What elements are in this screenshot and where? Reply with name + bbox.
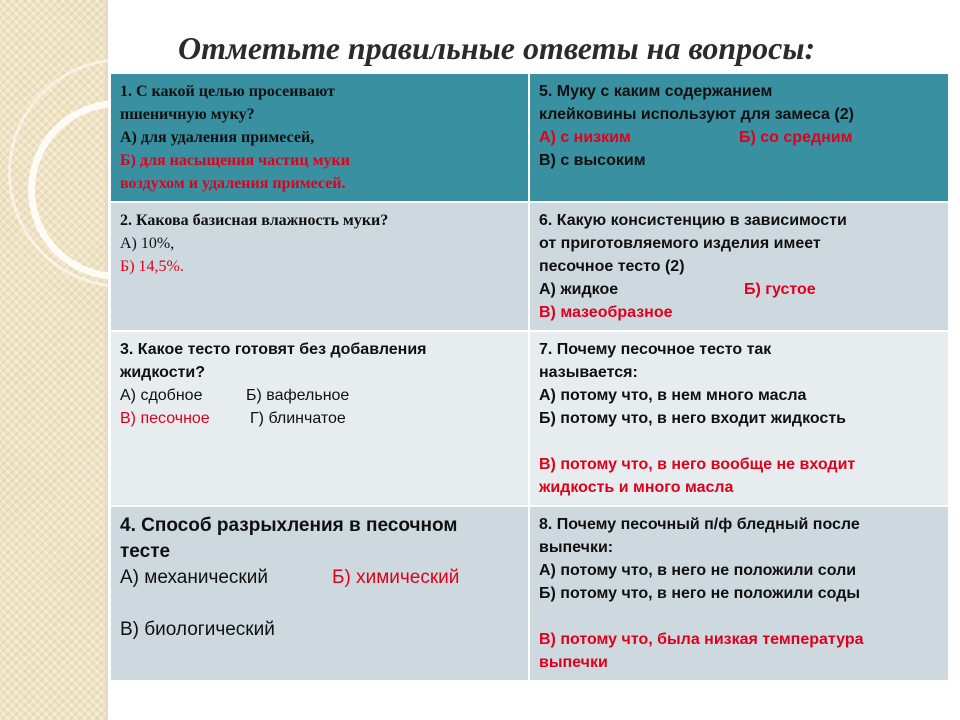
question-5-cell [529,73,949,202]
question-6-text-cont: от приготовляемого изделия имеет [539,235,821,252]
question-8-cell [529,506,949,681]
question-6-option-c[interactable]: В) мазеобразное [539,304,673,321]
question-1-text: 1. С какой целью просеивают [120,83,335,100]
question-6-text: 6. Какую консистенцию в зависимости [539,212,847,229]
question-7-option-c-cont[interactable]: жидкость и много масла [539,479,734,496]
question-1-option-b-cont[interactable]: воздухом и удаления примесей. [120,175,346,192]
question-4-text-cont: тесте [120,541,171,562]
question-6-option-b[interactable]: Б) густое [744,281,816,298]
question-3-option-a[interactable]: А) сдобное [120,387,203,404]
question-3-cell [110,331,529,506]
question-8-text-cont: выпечки: [539,539,614,556]
question-7-text-cont: называется: [539,364,638,381]
question-7-option-b[interactable]: Б) потому что, в него входит жидкость [539,410,846,427]
table-row [110,506,949,681]
question-5-text-cont: клейковины используют для замеса (2) [539,106,854,123]
question-7-option-c[interactable]: В) потому что, в него вообще не входит [539,456,856,473]
table-row [110,202,949,331]
question-4-option-c[interactable]: В) биологический [120,619,275,640]
quiz-table [109,72,950,682]
question-4-text: 4. Способ разрыхления в песочном [120,515,458,536]
question-2-option-a[interactable]: А) 10%, [120,235,175,252]
table-row [110,331,949,506]
question-5-text: 5. Муку с каким содержанием [539,83,773,100]
question-8-option-c[interactable]: В) потому что, была низкая температура [539,631,864,648]
question-4-cell [110,506,529,681]
question-7-cell [529,331,949,506]
question-8-text: 8. Почему песочный п/ф бледный после [539,516,860,533]
spacer [539,430,938,453]
question-3-option-b[interactable]: Б) вафельное [246,387,350,404]
question-1-text-cont: пшеничную муку? [120,106,255,123]
question-3-text-cont: жидкости? [120,364,206,381]
question-2-cell [110,202,529,331]
question-8-option-a[interactable]: А) потому что, в него не положили соли [539,562,857,579]
question-2-option-b[interactable]: Б) 14,5%. [120,258,184,275]
question-6-option-a[interactable]: А) жидкое [539,281,619,298]
spacer [539,605,938,628]
question-5-option-a[interactable]: А) с низким [539,129,631,146]
question-4-option-b[interactable]: Б) химический [332,567,460,588]
question-5-option-b[interactable]: Б) со средним [739,129,853,146]
question-8-option-b[interactable]: Б) потому что, в него не положили соды [539,585,861,602]
question-5-option-c[interactable]: В) с высоким [539,152,646,169]
spacer [120,591,518,617]
question-8-option-c-cont[interactable]: выпечки [539,654,608,671]
question-3-text: 3. Какое тесто готовят без добавления [120,341,427,358]
question-3-options-row-1 [120,384,518,407]
question-1-option-b[interactable]: Б) для насыщения частиц муки [120,152,350,169]
question-7-text: 7. Почему песочное тесто так [539,341,772,358]
question-3-option-c[interactable]: В) песочное [120,410,210,427]
question-4-options-row [120,565,518,591]
table-row [110,73,949,202]
question-1-option-a[interactable]: А) для удаления примесей, [120,129,315,146]
question-4-option-a[interactable]: А) механический [120,567,268,588]
question-6-text-cont-2: песочное тесто (2) [539,258,685,275]
question-2-text: 2. Какова базисная влажность муки? [120,212,389,229]
question-5-options-row [539,126,938,149]
question-3-option-d[interactable]: Г) блинчатое [250,410,346,427]
question-1-cell [110,73,529,202]
question-6-options-row [539,278,938,301]
question-3-options-row-2 [120,407,518,430]
question-6-cell [529,202,949,331]
question-7-option-a[interactable]: А) потому что, в нем много масла [539,387,807,404]
page-title: Отметьте правильные ответы на вопросы: [178,30,816,66]
